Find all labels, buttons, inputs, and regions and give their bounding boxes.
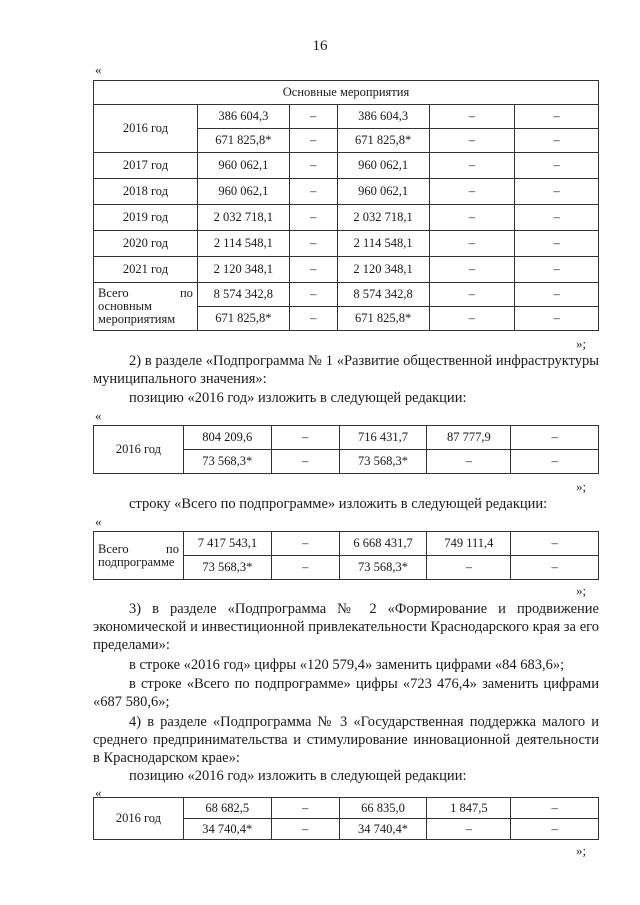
table-cell: –: [515, 307, 599, 331]
table-cell: –: [429, 257, 515, 283]
table-cell: 960 062,1: [337, 179, 429, 205]
row-label: 2020 год: [94, 231, 198, 257]
table-cell: –: [429, 283, 515, 307]
close-quote-2: »;: [576, 479, 587, 494]
table-cell: –: [511, 450, 599, 474]
page-number: 16: [312, 38, 328, 54]
table-cell: –: [429, 205, 515, 231]
close-quote-4: »;: [576, 843, 587, 858]
table-cell: 749 111,4: [427, 532, 511, 556]
table-cell: –: [427, 450, 511, 474]
table-cell: –: [515, 105, 599, 129]
table-cell: –: [515, 153, 599, 179]
table-cell: –: [271, 532, 339, 556]
table-cell: 2 114 548,1: [197, 231, 289, 257]
table-cell: –: [515, 205, 599, 231]
table-cell: 1 847,5: [427, 798, 511, 819]
section-2-instruction-1: позицию «2016 год» изложить в следующей редакции:: [129, 390, 467, 406]
table-cell: –: [289, 129, 337, 153]
table-cell: 960 062,1: [197, 179, 289, 205]
table-cell: 66 835,0: [339, 798, 427, 819]
table-row: [94, 798, 599, 819]
table-cell: –: [427, 556, 511, 580]
row-label: 2016 год: [94, 798, 184, 840]
table-cell: 8 574 342,8: [197, 283, 289, 307]
table-row: [94, 179, 599, 205]
row-label: 2016 год: [94, 426, 184, 474]
section-3-line-1: в строке «2016 год» цифры «120 579,4» заменить цифрами «84 683,6»;: [129, 657, 565, 673]
table-cell: 8 574 342,8: [337, 283, 429, 307]
table-cell: –: [289, 257, 337, 283]
table-header-row: [94, 81, 599, 105]
section-4-instruction: позицию «2016 год» изложить в следующей редакции:: [129, 768, 467, 784]
table-cell: –: [271, 426, 339, 450]
row-label: 2018 год: [94, 179, 198, 205]
row-label: 2017 год: [94, 153, 198, 179]
table-cell: –: [511, 798, 599, 819]
open-quote-2: «: [95, 408, 102, 423]
main-activities-table: [93, 80, 599, 331]
table-cell: 671 825,8*: [337, 307, 429, 331]
open-quote-4: «: [95, 785, 102, 800]
table-cell: –: [511, 819, 599, 840]
table-cell: –: [429, 105, 515, 129]
table-row: [94, 257, 599, 283]
table-cell: –: [289, 179, 337, 205]
table-cell: 671 825,8*: [197, 307, 289, 331]
subprogram-1-2016-table: [93, 425, 599, 474]
open-quote-3: «: [95, 514, 102, 529]
table-cell: 73 568,3*: [339, 556, 427, 580]
row-label: 2021 год: [94, 257, 198, 283]
table-row: [94, 532, 599, 556]
table-cell: 2 032 718,1: [197, 205, 289, 231]
table-row: [94, 153, 599, 179]
table-row: [94, 426, 599, 450]
table-cell: 2 120 348,1: [197, 257, 289, 283]
table-cell: –: [271, 450, 339, 474]
row-label: Всего по подпрограмме: [94, 532, 184, 580]
table-cell: 73 568,3*: [339, 450, 427, 474]
table-cell: 716 431,7: [339, 426, 427, 450]
subprogram-3-2016-table: [93, 797, 599, 840]
subprogram-1-total-table: [93, 531, 599, 580]
table-cell: –: [511, 556, 599, 580]
table-cell: –: [289, 205, 337, 231]
table-cell: 386 604,3: [197, 105, 289, 129]
table-cell: –: [429, 231, 515, 257]
table-cell: 2 114 548,1: [337, 231, 429, 257]
section-3-text: 3) в разделе «Подпрограмма № 2 «Формирование и продвижение экономической и инвестиционной привлекательности Краснодарского края за его пределами»:: [93, 601, 599, 653]
table-cell: 68 682,5: [183, 798, 271, 819]
table-cell: –: [271, 556, 339, 580]
table-cell: –: [515, 179, 599, 205]
table-cell: –: [429, 153, 515, 179]
open-quote-1: «: [95, 62, 102, 77]
table-cell: 87 777,9: [427, 426, 511, 450]
table-cell: –: [511, 426, 599, 450]
table-cell: –: [289, 283, 337, 307]
table-row: [94, 105, 599, 129]
table-cell: –: [515, 283, 599, 307]
table-row: [94, 205, 599, 231]
table-cell: 671 825,8*: [197, 129, 289, 153]
table-cell: –: [271, 798, 339, 819]
table-cell: –: [289, 307, 337, 331]
table-cell: –: [429, 129, 515, 153]
table-cell: –: [289, 231, 337, 257]
table-cell: –: [515, 129, 599, 153]
table-cell: 960 062,1: [197, 153, 289, 179]
table-cell: –: [429, 179, 515, 205]
table-cell: 73 568,3*: [183, 556, 271, 580]
table-header: Основные мероприятия: [94, 81, 599, 105]
table-cell: 73 568,3*: [183, 450, 271, 474]
row-label: Всего по основным мероприятиям: [94, 283, 198, 331]
table-cell: –: [271, 819, 339, 840]
table-cell: –: [429, 307, 515, 331]
table-cell: –: [289, 105, 337, 129]
table-cell: 34 740,4*: [183, 819, 271, 840]
row-label: 2016 год: [94, 105, 198, 153]
close-quote-3: »;: [576, 583, 587, 598]
row-label: 2019 год: [94, 205, 198, 231]
table-cell: 6 668 431,7: [339, 532, 427, 556]
table-cell: 960 062,1: [337, 153, 429, 179]
table-cell: –: [515, 257, 599, 283]
table-row: [94, 283, 599, 307]
table-cell: 7 417 543,1: [183, 532, 271, 556]
section-4-text: 4) в разделе «Подпрограмма № 3 «Государственная поддержка малого и среднего предпринимательства и стимулирование инновационной деятельности в Краснодарском крае»:: [93, 714, 599, 766]
table-cell: 386 604,3: [337, 105, 429, 129]
table-cell: 2 120 348,1: [337, 257, 429, 283]
table-cell: 671 825,8*: [337, 129, 429, 153]
table-cell: 34 740,4*: [339, 819, 427, 840]
section-3-line-2: в строке «Всего по подпрограмме» цифры «723 476,4» заменить цифрами «687 580,6»;: [93, 676, 599, 710]
table-cell: –: [289, 153, 337, 179]
table-cell: –: [515, 231, 599, 257]
table-row: [94, 231, 599, 257]
close-quote-1: »;: [576, 336, 587, 351]
table-cell: –: [427, 819, 511, 840]
section-2-text: 2) в разделе «Подпрограмма № 1 «Развитие общественной инфраструктуры муниципального значения»:: [93, 353, 599, 387]
table-cell: 2 032 718,1: [337, 205, 429, 231]
table-cell: –: [511, 532, 599, 556]
table-cell: 804 209,6: [183, 426, 271, 450]
section-2-instruction-2: строку «Всего по подпрограмме» изложить в следующей редакции:: [129, 496, 548, 512]
